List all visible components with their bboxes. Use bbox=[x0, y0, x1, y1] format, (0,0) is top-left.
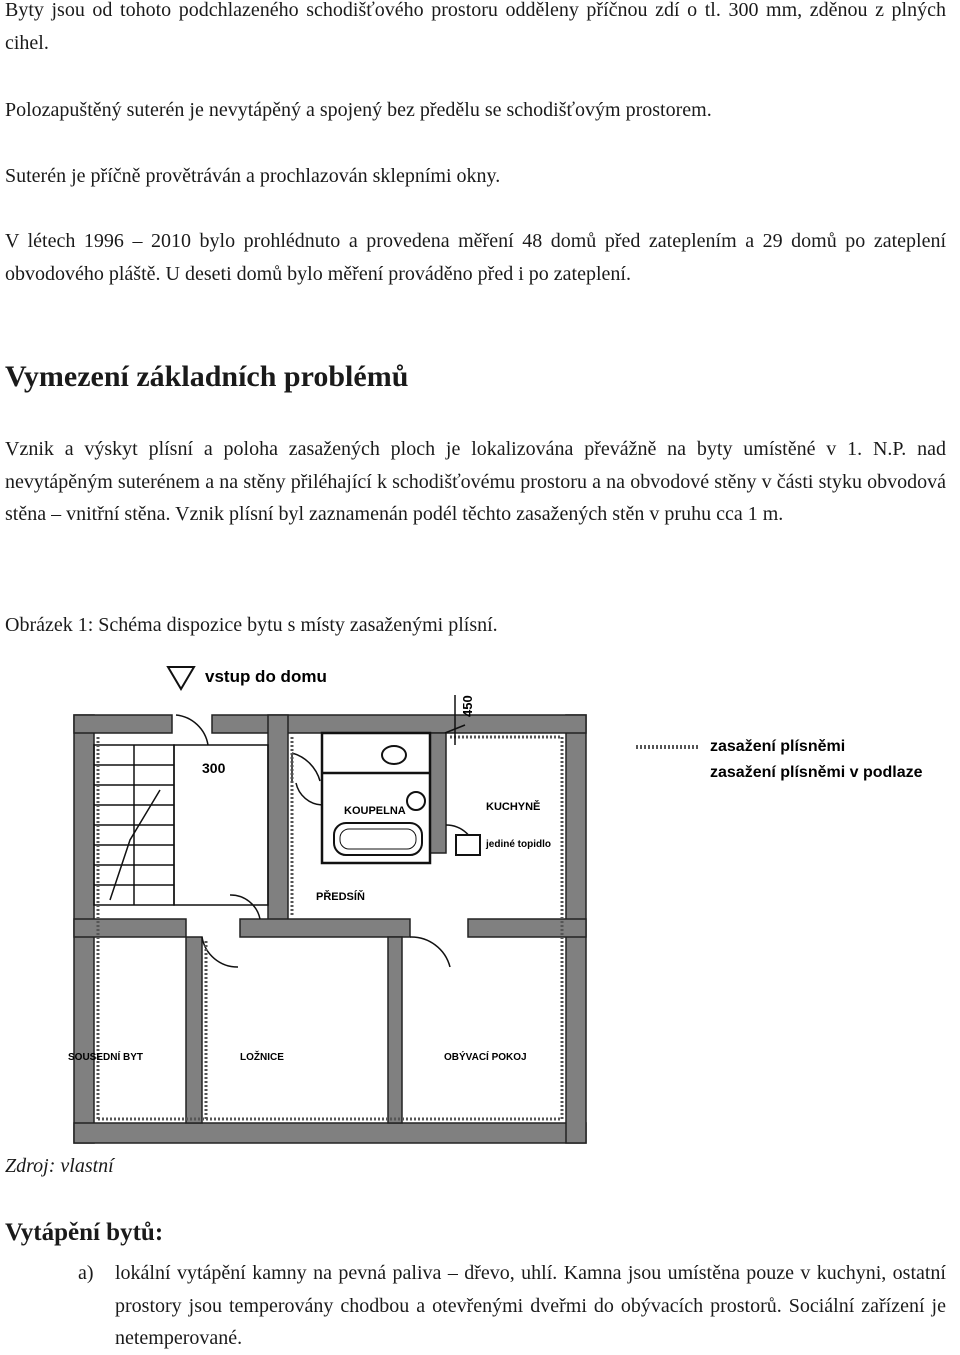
door-hall bbox=[292, 753, 320, 781]
door-bathroom bbox=[296, 783, 322, 805]
label-kitchen: KUCHYNĚ bbox=[486, 801, 541, 813]
label-hall: PŘEDSÍŇ bbox=[316, 891, 365, 903]
wall-top-left bbox=[74, 715, 172, 733]
label-entrance: vstup do domu bbox=[205, 667, 327, 686]
paragraph-measurements: V létech 1996 – 2010 bylo prohlédnuto a provedena měření 48 domů před zateplením a 29 domů po zateplení obvodového pláště. U deseti domů bylo měření prováděno před i po zateplení. bbox=[5, 230, 946, 285]
paragraph-partition-wall: Byty jsou od tohoto podchlazeného schodišťového prostoru odděleny příčnou zdí o tl. 300 mm, zděnou z plných cihel. bbox=[5, 0, 946, 54]
label-dim-450: 450 bbox=[460, 695, 475, 717]
paragraph-ventilation: Suterén je příčně provětráván a prochlazován sklepními okny. bbox=[5, 165, 501, 187]
wall-middle-right bbox=[468, 919, 586, 937]
paragraph-basement: Polozapuštěný suterén je nevytápěný a spojený bez předělu se schodišťovým prostorem. bbox=[5, 99, 712, 121]
label-neighbour: SOUSEDNÍ BYT bbox=[68, 1052, 144, 1063]
legend-mold: zasažení plísněmi bbox=[710, 738, 846, 755]
figure-source: Zdroj: vlastní bbox=[5, 1155, 114, 1177]
floor-plan-figure bbox=[0, 655, 960, 1155]
bathtub bbox=[334, 823, 422, 855]
wall-stair-partition bbox=[268, 715, 288, 920]
wall-middle-mid bbox=[240, 919, 410, 937]
wall-living bbox=[388, 937, 402, 1123]
entrance-marker bbox=[168, 667, 194, 689]
heading-basic-problems: Vymezení základních problémů bbox=[5, 360, 409, 393]
label-bedroom: LOŽNICE bbox=[240, 1052, 284, 1063]
list-item-text: lokální vytápění kamny na pevná paliva – dřevo, uhlí. Kamna jsou umístěna pouze v kuchyni, ostatní prostory jsou temperovány chodbou a otevřenými dveřmi do obývacích prostorů. Sociální zařízení je netemperované. bbox=[115, 1262, 946, 1349]
door-stairs bbox=[230, 895, 260, 919]
heater bbox=[456, 835, 480, 855]
wall-bottom bbox=[74, 1123, 586, 1143]
heating-list-item bbox=[78, 1257, 946, 1355]
label-heater: jediné topidlo bbox=[486, 839, 551, 850]
label-dim-300: 300 bbox=[202, 760, 226, 776]
toilet bbox=[382, 746, 406, 764]
list-marker: a) bbox=[78, 1262, 94, 1284]
legend-mold-floor: zasažení plísněmi v podlaze bbox=[710, 764, 923, 781]
wall-bedroom bbox=[186, 937, 202, 1123]
figure-caption: Obrázek 1: Schéma dispozice bytu s místy zasaženými plísní. bbox=[5, 614, 498, 636]
paragraph-mold-occurrence: Vznik a výskyt plísní a poloha zasažených ploch je lokalizována převážně na byty umístěné v 1. N.P. nad nevytápěným suterénem a na stěny přiléhající k schodišťovému prostoru a na obvodové stěny v části styku obvodová stěna – vnitřní stěna. Vznik plísní byl zaznamenán podél těchto zasažených stěn v pruhu cca 1 m. bbox=[5, 438, 946, 525]
entrance-door bbox=[176, 715, 208, 745]
wall-middle-left bbox=[74, 919, 186, 937]
label-bathroom: KOUPELNA bbox=[344, 805, 406, 817]
sink bbox=[407, 792, 425, 810]
door-living bbox=[410, 937, 450, 967]
wall-kitchen bbox=[430, 733, 446, 853]
heading-heating: Vytápění bytů: bbox=[5, 1219, 164, 1246]
label-living: OBÝVACÍ POKOJ bbox=[444, 1052, 527, 1063]
